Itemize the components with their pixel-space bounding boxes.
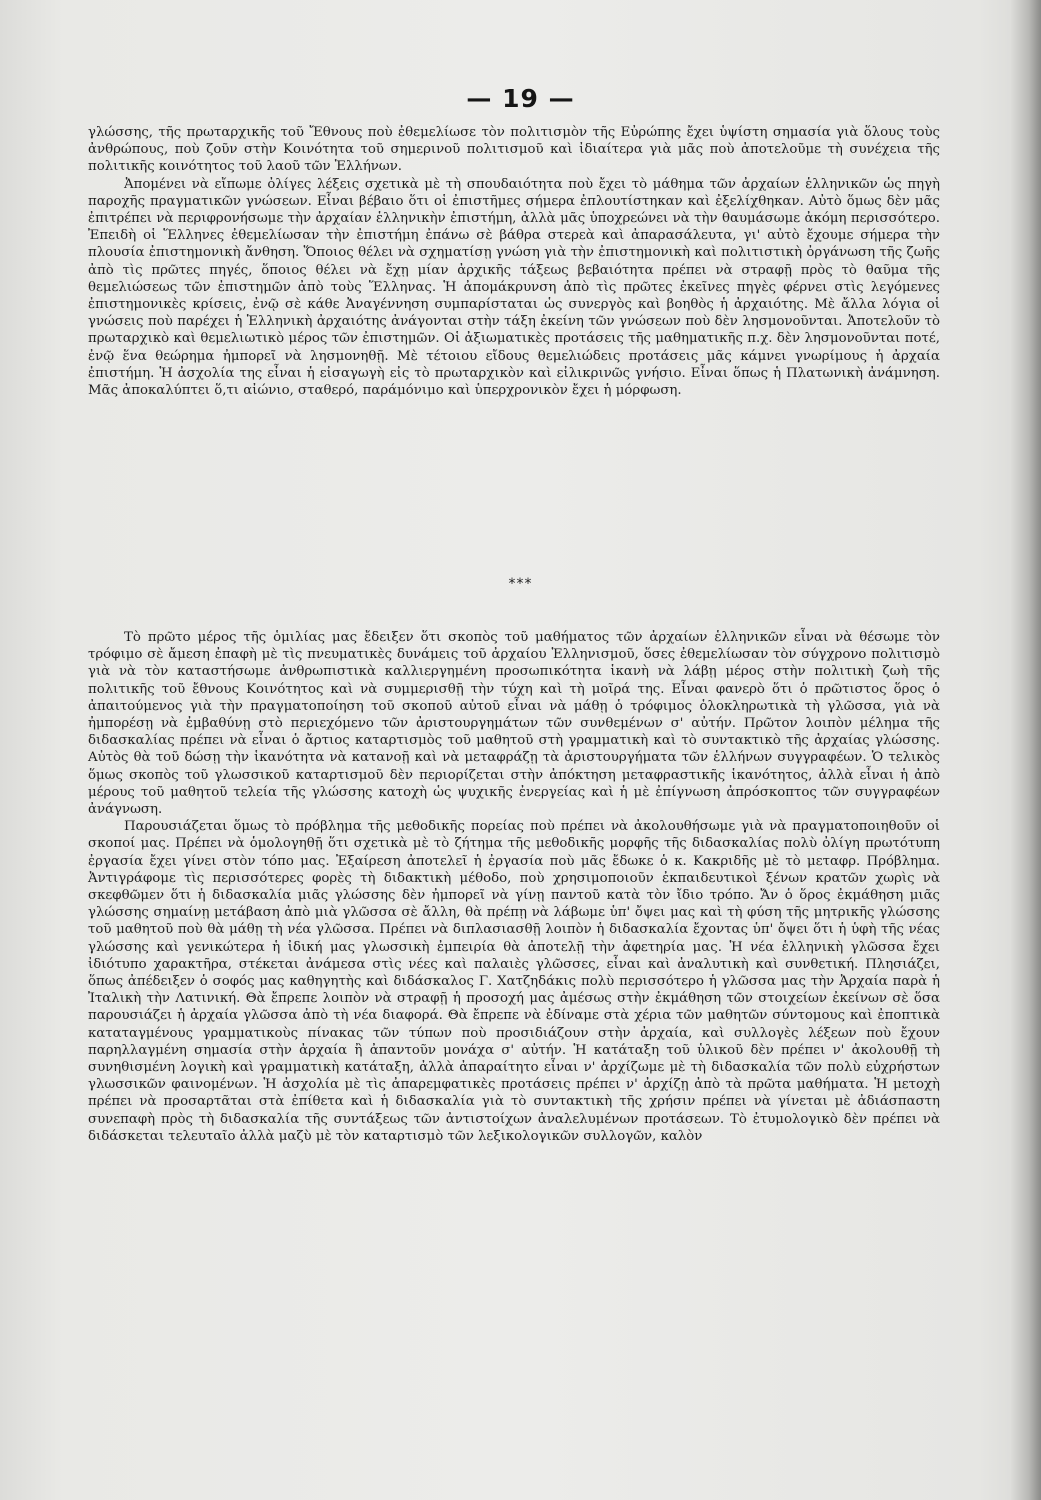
- paragraph-1: γλώσσης, τῆς πρωταρχικῆς τοῦ Ἔθνους ποὺ ἐθεμελίωσε τὸν πολιτισμὸν τῆς Εὐρώπης ἔχει ὑψίστη σημασία γιὰ ὅλους τοὺς ἀνθρώπους, ποὺ ζοῦν στὴν Κοινότητα τοῦ σημερινοῦ πολιτισμοῦ καὶ ἰδιαίτερα γιὰ μᾶς ποὺ ἀποτελοῦμε τὴ συνέχεια τῆς πολιτικῆς κοινότητος τοῦ λαοῦ τῶν Ἑλλήνων.: [88, 125, 940, 175]
- paragraph-3: Τὸ πρῶτο μέρος τῆς ὁμιλίας μας ἔδειξεν ὅτι σκοπὸς τοῦ μαθήματος τῶν ἀρχαίων ἑλληνικῶν εἶναι νὰ θέσωμε τὸν τρόφιμο σὲ ἄμεση ἐπαφὴ μὲ τὶς πνευματικὲς δυνάμεις τοῦ ἀρχαίου Ἑλληνισμοῦ, ὅσες ἐθεμελίωσαν τὸν σύγχρονο πολιτισμὸ γιὰ νὰ τὸν καταστήσωμε ἀνθρωπιστικὰ καλλιεργημένη προσωπικότητα ἱκανὴ νὰ λάβῃ μέρος στὴν πολιτικὴ ζωὴ τῆς πολιτικῆς τοῦ ἔθνους Κοινότητος καὶ νὰ συμμερισθῇ τὴν τύχη καὶ τὴ μοῖρά της. Εἶναι φανερὸ ὅτι ὁ πρῶτιστος ὅρος ὁ ἀπαιτούμενος γιὰ τὴν πραγματοποίηση τοῦ σκοποῦ αὐτοῦ εἶναι νὰ μάθῃ ὁ τρόφιμος ὁλοκληρωτικὰ τὴ γλῶσσα, γιὰ νὰ ἠμπορέσῃ νὰ ἐμβαθύνῃ στὸ περιεχόμενο τῶν ἀριστουργημάτων τῶν συνθεμένων σ' αὐτήν. Πρῶτον λοιπὸν μέλημα τῆς διδασκαλίας πρέπει νὰ εἶναι ὁ ἄρτιος καταρτισμὸς τοῦ μαθητοῦ στὴ γραμματικὴ καὶ τὸ συντακτικὸ τῆς ἀρχαίας γλώσσης. Αὐτὸς θὰ τοῦ δώσῃ τὴν ἱκανότητα νὰ κατανοῇ καὶ νὰ μεταφράζῃ τὰ ἀριστουργήματα τῶν ἑλλήνων συγγραφέων. Ὁ τελικὸς ὅμως σκοπὸς τοῦ γλωσσικοῦ καταρτισμοῦ δὲν περιορίζεται στὴν ἀπόκτηση μεταφραστικῆς ἱκανότητος, ἀλλὰ εἶναι ἡ ἀπὸ μέρους τοῦ μαθητοῦ τελεία τῆς γλώσσης κατοχὴ ὡς ψυχικῆς ἐνεργείας καὶ ἡ μὲ ἐπίγνωση ἀπρόσκοπτος τῶν συγγραφέων ἀνάγνωση.: [88, 630, 940, 818]
- page-number: — 19 —: [466, 84, 575, 113]
- paragraph-2: Ἀπομένει νὰ εἴπωμε ὀλίγες λέξεις σχετικὰ μὲ τὴ σπουδαιότητα ποὺ ἔχει τὸ μάθημα τῶν ἀρχαίων ἑλληνικῶν ὡς πηγὴ παροχῆς πραγματικῶν γνώσεων. Εἶναι βέβαιο ὅτι οἱ ἐπιστῆμες σήμερα ἐπλουτίστηκαν καὶ ἐξελίχθηκαν. Αὐτὸ ὅμως δὲν μᾶς ἐπιτρέπει νὰ περιφρονήσωμε τὴν ἀρχαίαν ἑλληνικὴν ἐπιστήμη, ἀλλὰ μᾶς ὑποχρεώνει νὰ τὴν θαυμάσωμε ἀκόμη περισσότερο. Ἐπειδὴ οἱ Ἕλληνες ἐθεμελίωσαν τὴν ἐπιστήμη ἐπάνω σὲ βάθρα στερεὰ καὶ ἀπαρασάλευτα, γι' αὐτὸ ἔχουμε σήμερα τὴν πλουσία ἐπιστημονικὴ ἄνθηση. Ὅποιος θέλει νὰ σχηματίσῃ γνώση γιὰ τὴν ἐπιστημονικὴ καὶ πολιτιστικὴ ὀργάνωση τῆς ζωῆς ἀπὸ τὶς πρῶτες πηγές, ὅποιος θέλει νὰ ἔχῃ μίαν ἀρχικῆς τάξεως βεβαιότητα πρέπει νὰ στραφῇ πρὸς τὸ θαῦμα τῆς θεμελιώσεως τῶν ἐπιστημῶν ἀπὸ τοὺς Ἕλληνας. Ἡ ἀπομάκρυνση ἀπὸ τὶς πρῶτες ἐκεῖνες πηγὲς φέρνει στὶς λεγόμενες ἐπιστημονικὲς κρίσεις, ἐνῷ σὲ κάθε Ἀναγέννηση συμπαρίσταται ὡς συνεργὸς καὶ βοηθὸς ἡ ἀρχαιότης. Μὲ ἄλλα λόγια οἱ γνώσεις ποὺ παρέχει ἡ Ἑλληνικὴ ἀρχαιότης ἀνάγονται στὴν τάξη ἐκείνη τῶν γνώσεων ποὺ δὲν λησμονοῦνται. Ἀποτελοῦν τὸ πρωταρχικὸ καὶ θεμελιωτικὸ μέρος τῶν ἐπιστημῶν. Οἱ ἀξιωματικὲς προτάσεις τῆς μαθηματικῆς π.χ. δὲν λησμονοῦνται ποτέ, ἐνῷ ἕνα θεώρημα ἠμπορεῖ νὰ λησμονηθῇ. Μὲ τέτοιου εἴδους θεμελιώδεις προτάσεις μᾶς κάμνει γνωρίμους ἡ ἀρχαία ἐπιστήμη. Ἡ ἀσχολία της εἶναι ἡ εἰσαγωγὴ εἰς τὸ πρωταρχικὸν καὶ εἰλικρινῶς γνήσιο. Εἶναι ὅπως ἡ Πλατωνικὴ ἀνάμνηση. Μᾶς ἀποκαλύπτει ὅ,τι αἰώνιο, σταθερό, παράμόνιμο καὶ ὑπερχρονικὸν ἔχει ἡ μόρφωση.: [88, 176, 940, 399]
- text-section-2: [88, 629, 940, 1145]
- paragraph-4: Παρουσιάζεται ὅμως τὸ πρόβλημα τῆς μεθοδικῆς πορείας ποὺ πρέπει νὰ ἀκολουθήσωμε γιὰ νὰ πραγματοποιηθοῦν οἱ σκοποί μας. Πρέπει νὰ ὁμολογηθῇ ὅτι σχετικὰ μὲ τὸ ζήτημα τῆς μεθοδικῆς μορφῆς τῆς διδασκαλίας πολὺ ὀλίγη πρωτότυπη ἐργασία ἔχει γίνει στὸν τόπο μας. Ἐξαίρεση ἀποτελεῖ ἡ ἐργασία ποὺ μᾶς ἔδωκε ὁ κ. Κακριδῆς μὲ τὸ μεταφρ. Πρόβλημα. Ἀντιγράφομε τὶς περισσότερες φορὲς τὴ διδακτικὴ μέθοδο, ποὺ χρησιμοποιοῦν ἐκπαιδευτικοὶ ξένων κρατῶν χωρὶς νὰ σκεφθῶμεν ὅτι ἡ διδασκαλία μιᾶς γλώσσης δὲν ἠμπορεῖ νὰ γίνῃ παντοῦ κατὰ τὸν ἴδιο τρόπο. Ἄν ὁ ὅρος ἐκμάθηση μιᾶς γλώσσης σημαίνῃ μετάβαση ἀπὸ μιὰ γλῶσσα σὲ ἄλλη, θὰ πρέπῃ νὰ λάβωμε ὑπ' ὄψει μας καὶ τὴ φύση τῆς μητρικῆς γλώσσης τοῦ μαθητοῦ ποὺ θὰ μάθῃ τὴ νέα γλῶσσα. Πρέπει νὰ διπλασιασθῇ λοιπὸν ἡ διδασκαλία ἔχοντας ὑπ' ὄψει ὅτι ἡ ὑφὴ τῆς νέας γλώσσης καὶ γενικώτερα ἡ ἰδική μας γλωσσικὴ ἐμπειρία θὰ ἀποτελῇ τὴν ἀφετηρία μας. Ἡ νέα ἑλληνικὴ γλῶσσα ἔχει ἰδιότυπο χαρακτῆρα, στέκεται ἀνάμεσα στὶς νέες καὶ παλαιὲς γλῶσσες, εἶναι καὶ ἀναλυτικὴ καὶ συνθετική. Πλησιάζει, ὅπως ἀπέδειξεν ὁ σοφός μας καθηγητὴς καὶ διδάσκαλος Γ. Χατζηδάκις πολὺ περισσότερο ἡ γλῶσσα μας τὴν Ἀρχαία παρὰ ἡ Ἰταλικὴ τὴν Λατινική. Θὰ ἔπρεπε λοιπὸν νὰ στραφῇ ἡ προσοχή μας ἀμέσως στὴν ἐκμάθηση τῶν στοιχείων ἐκείνων σὲ ὅσα παρουσιάζει ἡ ἀρχαία γλῶσσα ἀπὸ τὴ νέα διαφορά. Θὰ ἔπρεπε νὰ ἐδίναμε στὰ χέρια τῶν μαθητῶν σύντομους καὶ ἐποπτικὰ καταταγμένους γραμματικοὺς πίνακας τῶν τύπων ποὺ προσιδιάζουν στὴν ἀρχαία, καὶ συλλογὲς λέξεων ποὺ ἔχουν παρηλλαγμένη σημασία στὴν ἀρχαία ἢ ἀπαντοῦν μονάχα σ' αὐτήν. Ἡ κατάταξη τοῦ ὑλικοῦ δὲν πρέπει ν' ἀκολουθῇ τὴ συνηθισμένη λογικὴ καὶ γραμματικὴ κατάταξη, ἀλλὰ ἀπαραίτητο εἶναι ν' ἀρχίζωμε μὲ τὴ διδασκαλία τῶν πολὺ εὐχρήστων γλωσσικῶν φαινομένων. Ἡ ἀσχολία μὲ τὶς ἀπαρεμφατικὲς προτάσεις πρέπει ν' ἀρχίζῃ ἀπὸ τὰ πρῶτα μαθήματα. Ἡ μετοχὴ πρέπει νὰ προσαρτᾶται στὰ ἐπίθετα καὶ ἡ διδασκαλία γιὰ τὸ συντακτικὴ τῆς χρήσιν πρέπει νὰ γίνεται μὲ ἀδιάσπαστη συνεπαφὴ πρὸς τὴ διδασκαλία τῆς συντάξεως τῶν ἀντιστοίχων ἀναλελυμένων προτάσεων. Τὸ ἐτυμολογικὸ δὲν πρέπει νὰ διδάσκεται τελευταῖο ἀλλὰ μαζὺ μὲ τὸν καταρτισμὸ τῶν λεξικολογικῶν συλλογῶν, καλὸν: [88, 819, 940, 1144]
- page-binding-edge: [1011, 0, 1041, 1500]
- section-separator-asterism: ***: [508, 576, 533, 592]
- text-section-1: [88, 124, 940, 399]
